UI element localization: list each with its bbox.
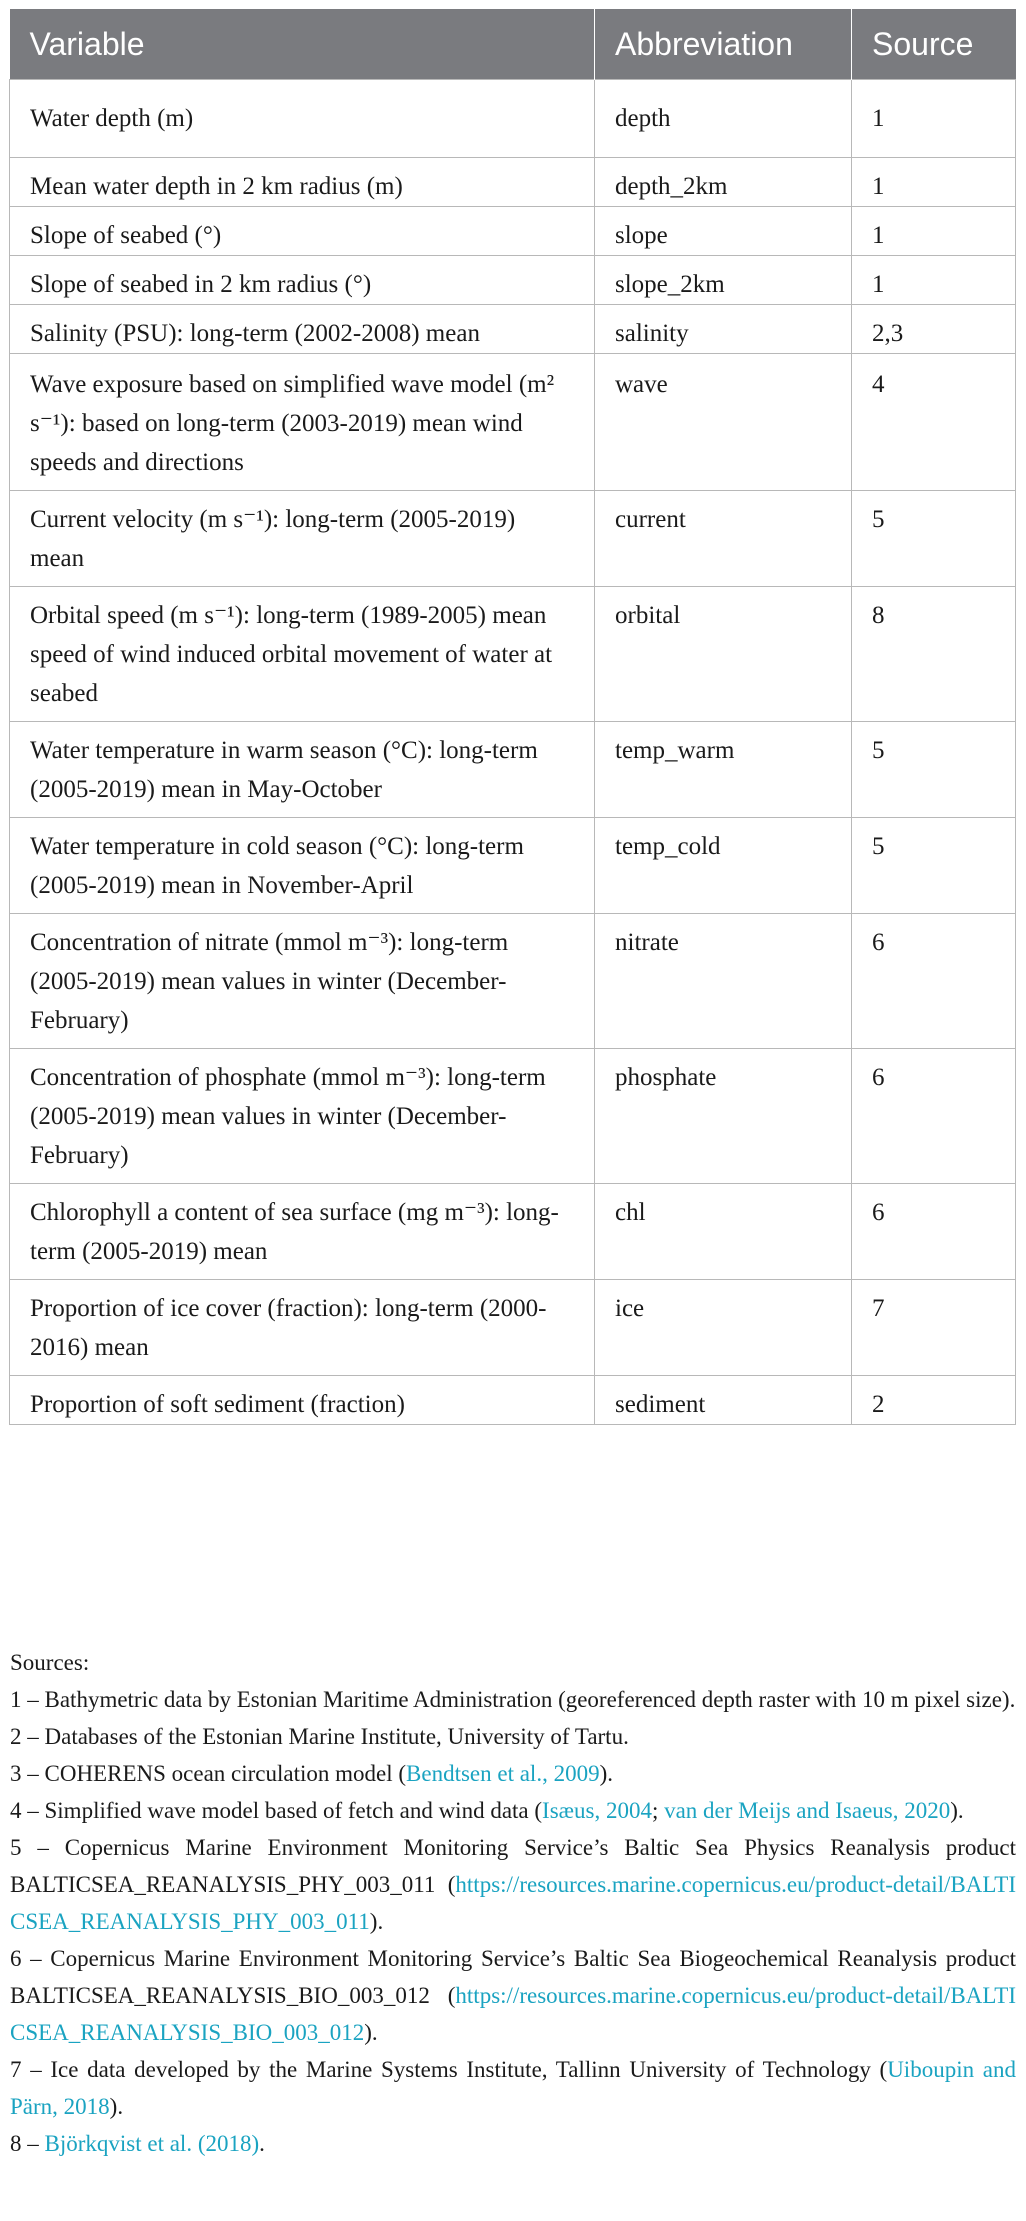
abbreviation-cell: orbital <box>595 587 852 722</box>
table-row <box>10 158 1016 207</box>
source-cell: 5 <box>852 491 1016 587</box>
ref-link[interactable]: Bendtsen et al., 2009 <box>406 1761 600 1786</box>
variable-cell: Proportion of ice cover (fraction): long-term (2000-2016) mean <box>10 1280 595 1376</box>
abbreviation-cell: wave <box>595 354 852 491</box>
abbreviation-cell: ice <box>595 1280 852 1376</box>
source-cell: 1 <box>852 256 1016 305</box>
abbreviation-cell: phosphate <box>595 1049 852 1184</box>
variable-cell: Water temperature in cold season (°C): long-term (2005-2019) mean in November-April <box>10 818 595 914</box>
table-row <box>10 80 1016 158</box>
abbreviation-cell: salinity <box>595 305 852 354</box>
table-row <box>10 256 1016 305</box>
ref-link[interactable]: Isæus, 2004 <box>542 1798 652 1823</box>
table-row <box>10 1376 1016 1425</box>
source-cell: 6 <box>852 1049 1016 1184</box>
abbreviation-cell: current <box>595 491 852 587</box>
source-4: 4 – Simplified wave model based of fetch and wind data (Isæus, 2004; van der Meijs and Isaeus, 2020). <box>10 1798 964 1823</box>
table-row <box>10 491 1016 587</box>
source-1: 1 – Bathymetric data by Estonian Maritime Administration (georeferenced depth raster with 10 m pixel size). <box>10 1687 1016 1712</box>
source-5: 5 – Copernicus Marine Environment Monitoring Service’s Baltic Sea Physics Reanalysis product BALTICSEA_REANALYSIS_PHY_003_011 (https://resources.marine.copernicus.eu/product-detail/BALTICSEA_REANALYSIS_PHY_003_011). <box>10 1835 1016 1934</box>
abbreviation-cell: slope <box>595 207 852 256</box>
table-row <box>10 1049 1016 1184</box>
source-cell: 2,3 <box>852 305 1016 354</box>
variable-cell: Salinity (PSU): long-term (2002-2008) mean <box>10 305 595 354</box>
header-source: Source <box>852 9 1016 80</box>
variable-cell: Mean water depth in 2 km radius (m) <box>10 158 595 207</box>
source-cell: 6 <box>852 914 1016 1049</box>
table-row <box>10 914 1016 1049</box>
source-cell: 6 <box>852 1184 1016 1280</box>
source-cell: 1 <box>852 207 1016 256</box>
abbreviation-cell: sediment <box>595 1376 852 1425</box>
header-variable: Variable <box>10 9 595 80</box>
table-header <box>10 9 1016 80</box>
source-cell: 1 <box>852 80 1016 158</box>
source-3: 3 – COHERENS ocean circulation model (Bendtsen et al., 2009). <box>10 1761 613 1786</box>
url-link[interactable]: https://resources.marine.copernicus.eu/product-detail/BALTICSEA_REANALYSIS_PHY_003_011 <box>10 1872 1016 1934</box>
table-row <box>10 354 1016 491</box>
abbreviation-cell: slope_2km <box>595 256 852 305</box>
variable-cell: Water temperature in warm season (°C): long-term (2005-2019) mean in May-October <box>10 722 595 818</box>
ref-link[interactable]: Björkqvist et al. (2018) <box>44 2131 260 2156</box>
source-6: 6 – Copernicus Marine Environment Monitoring Service’s Baltic Sea Biogeochemical Reanalysis product BALTICSEA_REANALYSIS_BIO_003_012 (https://resources.marine.copernicus.eu/product-detail/BALTICSEA_REANALYSIS_BIO_003_012). <box>10 1946 1016 2045</box>
sources-title: Sources: <box>10 1650 90 1675</box>
abbreviation-cell: chl <box>595 1184 852 1280</box>
table-row <box>10 1280 1016 1376</box>
variable-cell: Slope of seabed (°) <box>10 207 595 256</box>
variable-cell: Orbital speed (m s⁻¹): long-term (1989-2005) mean speed of wind induced orbital movement of water at seabed <box>10 587 595 722</box>
ref-link[interactable]: Uiboupin and Pärn, 2018 <box>10 2057 1016 2119</box>
variable-cell: Concentration of phosphate (mmol m⁻³): long-term (2005-2019) mean values in winter (December-February) <box>10 1049 595 1184</box>
url-link[interactable]: https://resources.marine.copernicus.eu/product-detail/BALTICSEA_REANALYSIS_BIO_003_012 <box>10 1983 1016 2045</box>
sources-footnote <box>10 1644 1016 2162</box>
table-body <box>10 80 1016 1425</box>
source-cell: 1 <box>852 158 1016 207</box>
table-row <box>10 305 1016 354</box>
source-cell: 4 <box>852 354 1016 491</box>
variables-table <box>9 9 1016 1425</box>
source-cell: 5 <box>852 818 1016 914</box>
abbreviation-cell: temp_warm <box>595 722 852 818</box>
variable-cell: Water depth (m) <box>10 80 595 158</box>
variable-cell: Slope of seabed in 2 km radius (°) <box>10 256 595 305</box>
table-row <box>10 818 1016 914</box>
table-row <box>10 722 1016 818</box>
abbreviation-cell: nitrate <box>595 914 852 1049</box>
table-row <box>10 1184 1016 1280</box>
source-2: 2 – Databases of the Estonian Marine Institute, University of Tartu. <box>10 1724 629 1749</box>
table-row <box>10 587 1016 722</box>
header-abbreviation: Abbreviation <box>595 9 852 80</box>
source-cell: 5 <box>852 722 1016 818</box>
table-row <box>10 207 1016 256</box>
variable-cell: Current velocity (m s⁻¹): long-term (2005-2019) mean <box>10 491 595 587</box>
variable-cell: Concentration of nitrate (mmol m⁻³): long-term (2005-2019) mean values in winter (December-February) <box>10 914 595 1049</box>
source-cell: 7 <box>852 1280 1016 1376</box>
ref-link[interactable]: van der Meijs and Isaeus, 2020 <box>664 1798 951 1823</box>
source-8: 8 – Björkqvist et al. (2018). <box>10 2131 265 2156</box>
variable-cell: Wave exposure based on simplified wave model (m² s⁻¹): based on long-term (2003-2019) mean wind speeds and directions <box>10 354 595 491</box>
abbreviation-cell: depth_2km <box>595 158 852 207</box>
abbreviation-cell: temp_cold <box>595 818 852 914</box>
abbreviation-cell: depth <box>595 80 852 158</box>
source-7: 7 – Ice data developed by the Marine Systems Institute, Tallinn University of Technology (Uiboupin and Pärn, 2018). <box>10 2057 1016 2119</box>
variable-cell: Proportion of soft sediment (fraction) <box>10 1376 595 1425</box>
source-cell: 2 <box>852 1376 1016 1425</box>
variable-cell: Chlorophyll a content of sea surface (mg m⁻³): long-term (2005-2019) mean <box>10 1184 595 1280</box>
source-cell: 8 <box>852 587 1016 722</box>
